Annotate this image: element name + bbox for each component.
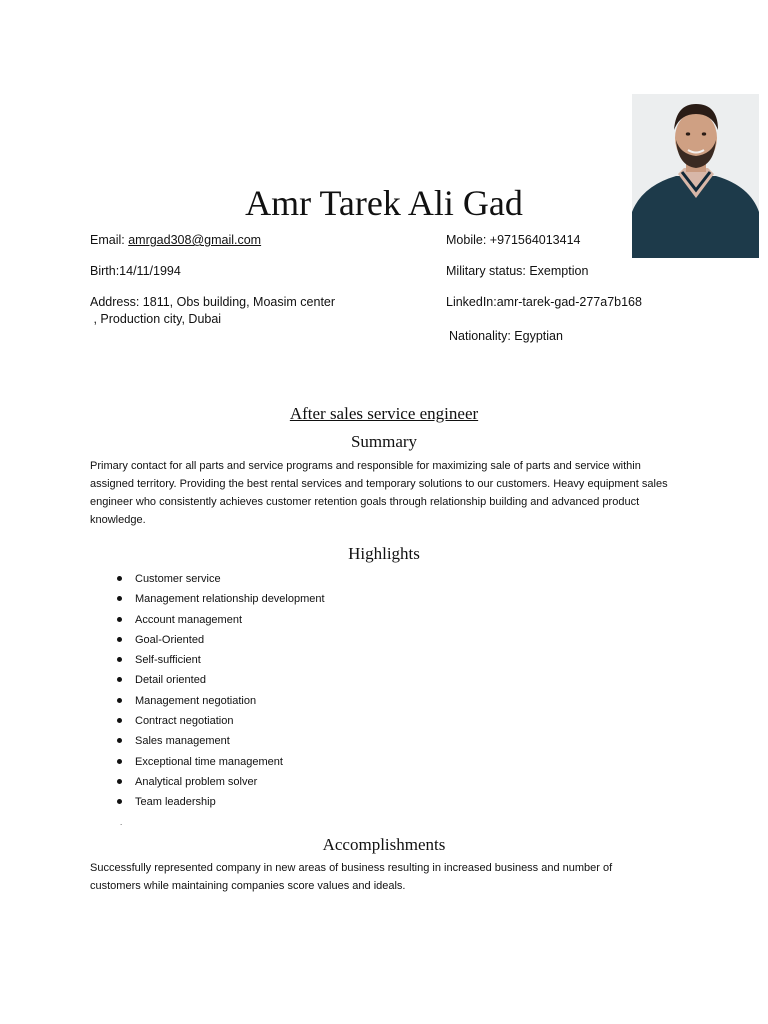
highlights-list: [113, 571, 325, 815]
summary-text: Primary contact for all parts and service programs and responsible for maximizing sale of parts and service within assigned territory. Providing the best rental services and temporary solutions to our customers. Heavy equipment sales engineer who consistently achieves customer retention goals through relationship building and advanced product knowledge.: [90, 460, 668, 526]
profile-photo-image: [632, 94, 759, 258]
list-item: Contract negotiation: [113, 713, 325, 733]
list-item: Sales management: [113, 733, 325, 753]
birth-line: Birth:14/11/1994: [90, 264, 181, 278]
list-item: Management negotiation: [113, 693, 325, 713]
address-line-1: Address: 1811, Obs building, Moasim center: [90, 295, 336, 309]
mobile-line: Mobile: +971564013414: [446, 233, 581, 247]
highlights-heading: Highlights: [348, 544, 420, 563]
email-link[interactable]: amrgad308@gmail.com: [128, 233, 262, 247]
accomplishments-text: Successfully represented company in new areas of business resulting in increased business and number of customers while maintaining companies score values and ideals.: [90, 862, 613, 892]
list-item: Account management: [113, 612, 325, 632]
list-item: Analytical problem solver: [113, 774, 325, 794]
email-line: [90, 232, 261, 249]
address-line-2: , Production city, Dubai: [90, 312, 222, 326]
email-label: Email:: [90, 233, 129, 247]
job-title: After sales service engineer: [289, 404, 479, 423]
list-item: Goal-Oriented: [113, 632, 325, 652]
military-status-line: Military status: Exemption: [446, 264, 589, 278]
list-item: Self-sufficient: [113, 652, 325, 672]
candidate-name: Amr Tarek Ali Gad: [245, 183, 523, 223]
list-item: Detail oriented: [113, 672, 325, 692]
list-item: Customer service: [113, 571, 325, 591]
linkedin-line: LinkedIn:amr-tarek-gad-277a7b168: [446, 295, 642, 309]
profile-photo: [632, 94, 759, 258]
nationality-line: Nationality: Egyptian: [449, 329, 563, 343]
summary-heading: Summary: [350, 432, 418, 451]
list-item: Exceptional time management: [113, 754, 325, 774]
list-item: Management relationship development: [113, 591, 325, 611]
list-item: Team leadership: [113, 794, 325, 814]
trailing-mark: .: [120, 818, 123, 827]
accomplishments-heading: Accomplishments: [322, 835, 446, 854]
